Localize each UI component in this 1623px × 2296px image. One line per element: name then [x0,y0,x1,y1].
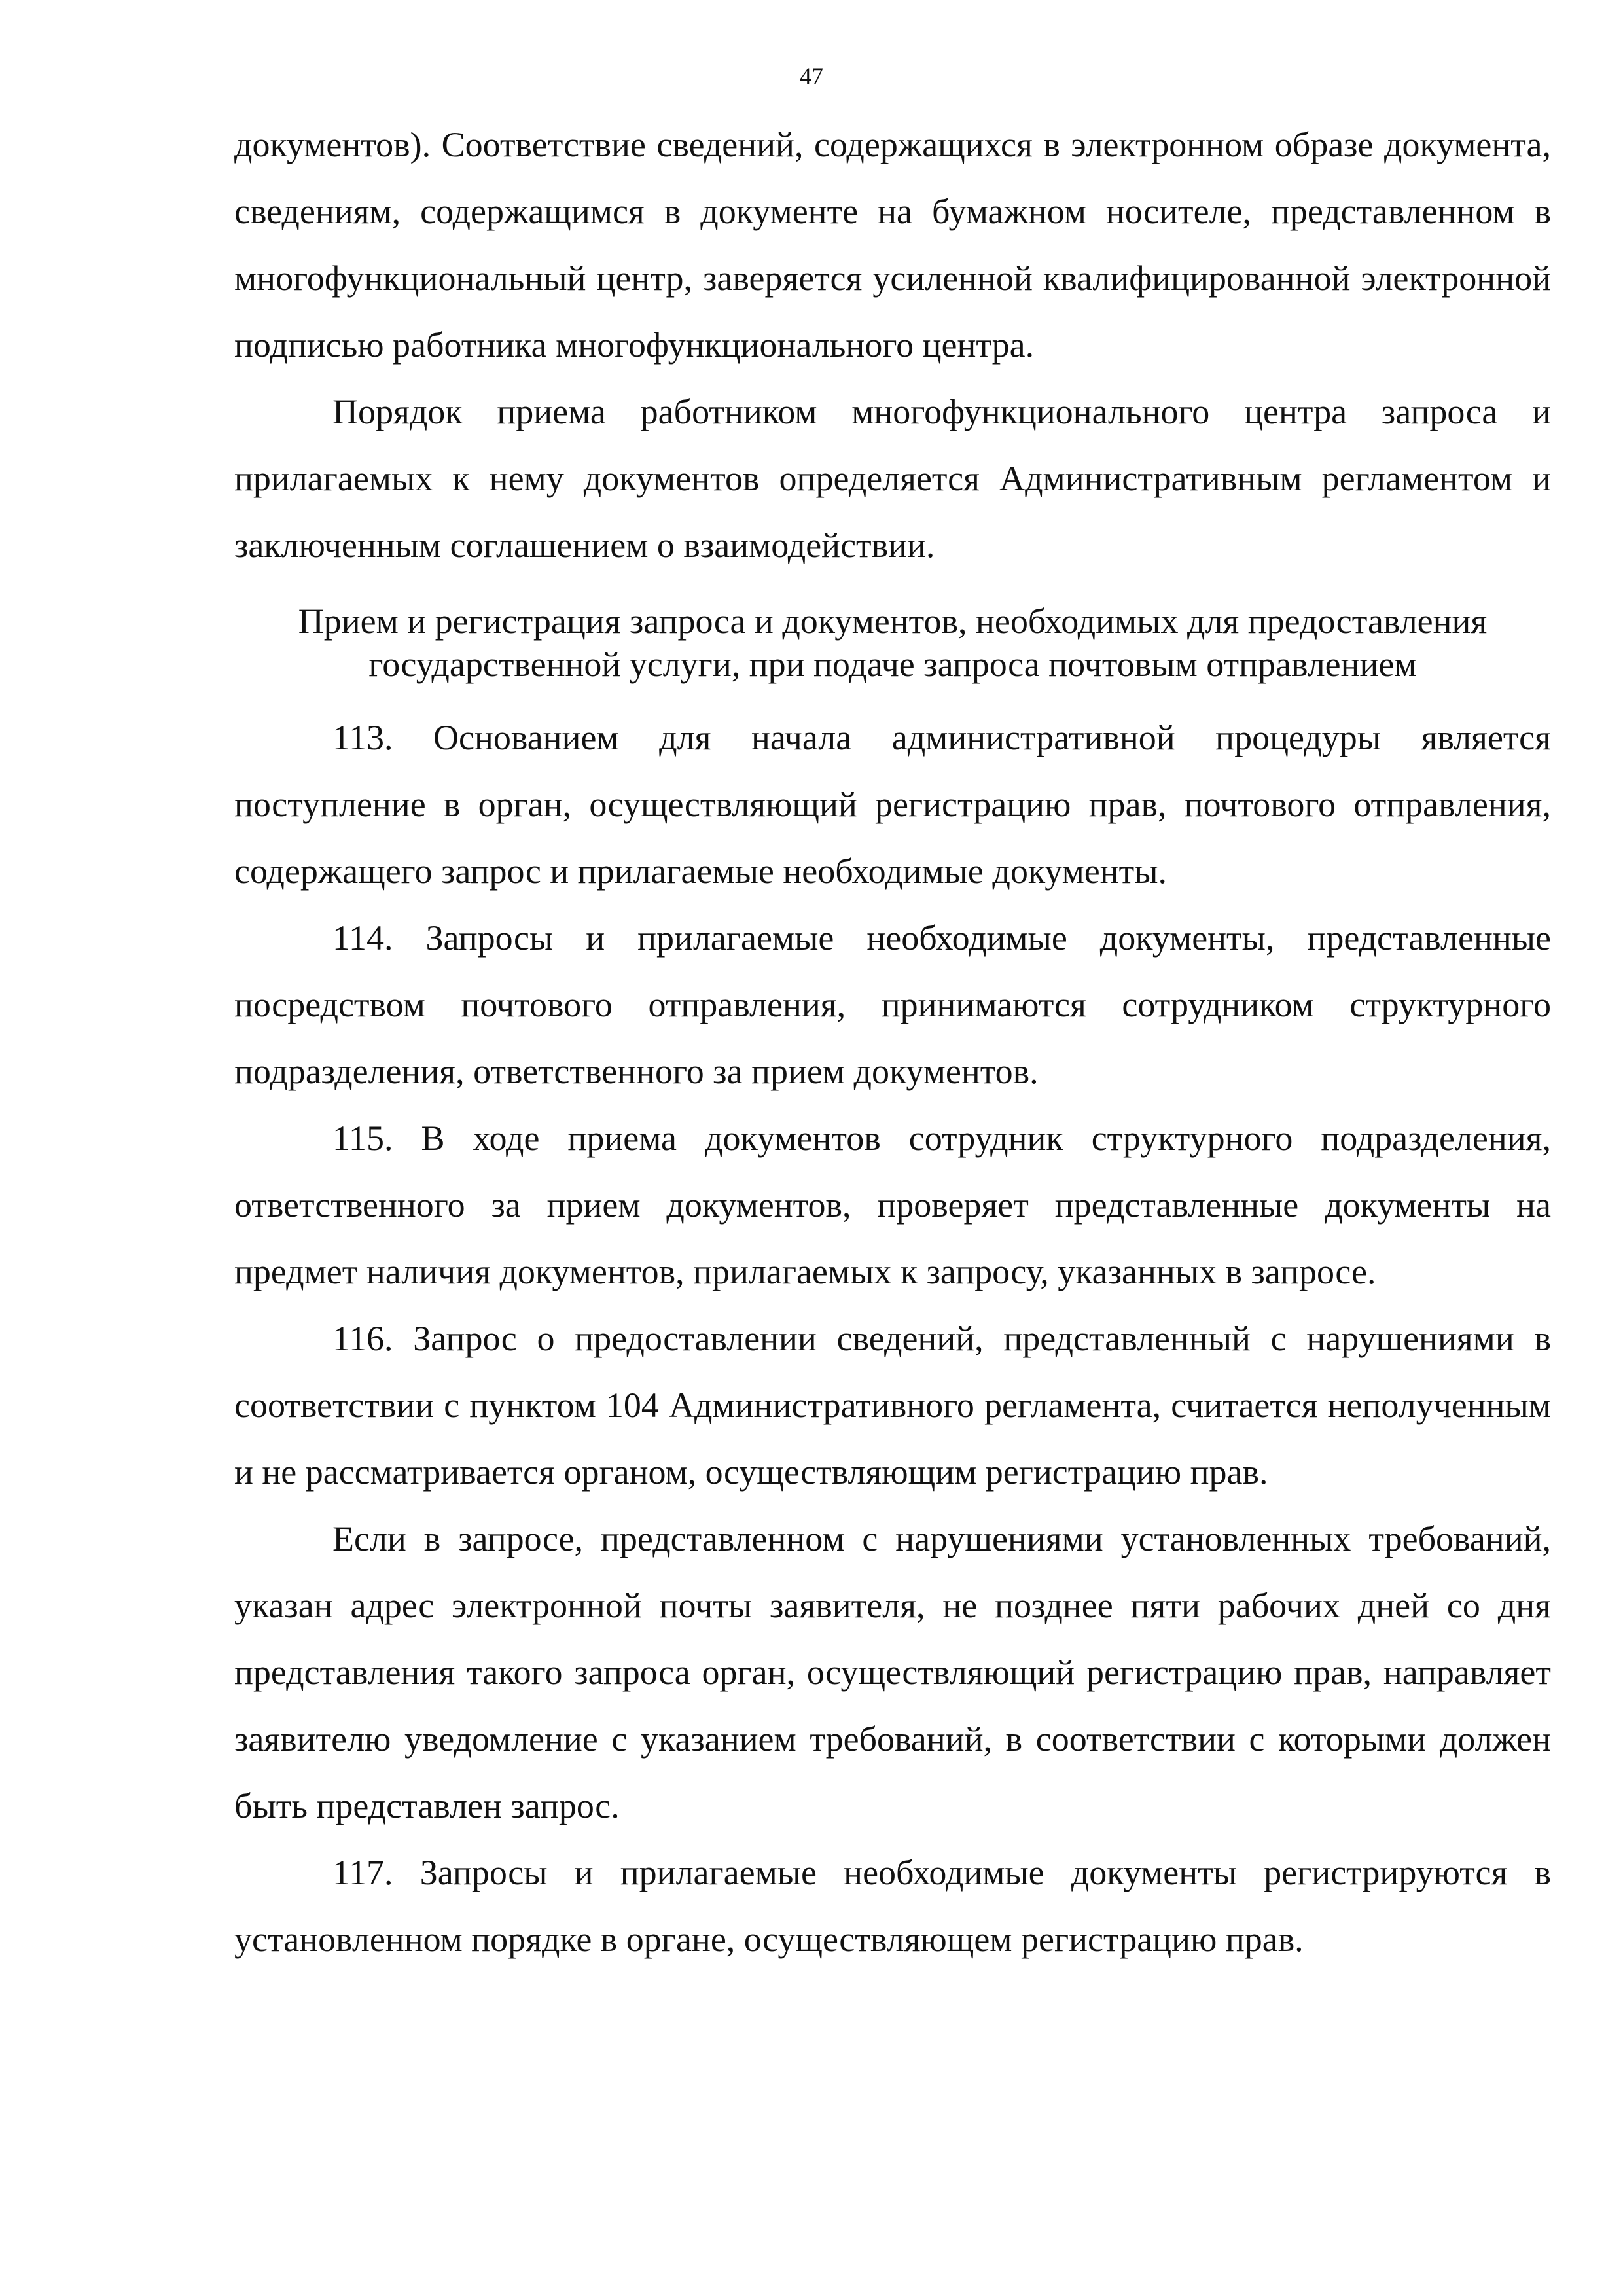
paragraph-115: 115. В ходе приема документов сотрудник структурного подразделения, ответственного за прием документов, проверяет представленные документы на предмет наличия документов, прилагаемых к запросу, указанных в запросе. [234,1119,1551,1291]
paragraph-continuation: документов). Соответствие сведений, содержащихся в электронном образе документа, сведениям, содержащимся в документе на бумажном носителе, представленном в многофункциональный центр, заверяется усиленной квалифицированной электронной подписью работника многофункционального центра. [234,125,1551,365]
section-heading-line-2: государственной услуги, при подаче запроса почтовым отправлением [368,645,1417,684]
document-body [234,111,1551,1973]
paragraph-113: 113. Основанием для начала административной процедуры является поступление в орган, осуществляющий регистрацию прав, почтового отправления, содержащего запрос и прилагаемые необходимые документы. [234,718,1551,891]
paragraph-reception-order: Порядок приема работником многофункционального центра запроса и прилагаемых к нему документов определяется Административным регламентом и заключенным соглашением о взаимодействии. [234,392,1551,565]
page-number: 47 [800,63,823,89]
section-heading [234,600,1551,686]
paragraph-116-continued: Если в запросе, представленном с нарушениями установленных требований, указан адрес электронной почты заявителя, не позднее пяти рабочих дней со дня представления такого запроса орган, осуществляющий регистрацию прав, направляет заявителю уведомление с указанием требований, в соответствии с которыми должен быть представлен запрос. [234,1519,1551,1825]
paragraph-114: 114. Запросы и прилагаемые необходимые документы, представленные посредством почтового отправления, принимаются сотрудником структурного подразделения, ответственного за прием документов. [234,918,1551,1091]
paragraph-117: 117. Запросы и прилагаемые необходимые документы регистрируются в установленном порядке в органе, осуществляющем регистрацию прав. [234,1853,1551,1959]
paragraph-116: 116. Запрос о предоставлении сведений, представленный с нарушениями в соответствии с пунктом 104 Административного регламента, считается неполученным и не рассматривается органом, осуществляющим регистрацию прав. [234,1319,1551,1492]
section-heading-line-1: Прием и регистрация запроса и документов, необходимых для предоставления [298,601,1488,641]
